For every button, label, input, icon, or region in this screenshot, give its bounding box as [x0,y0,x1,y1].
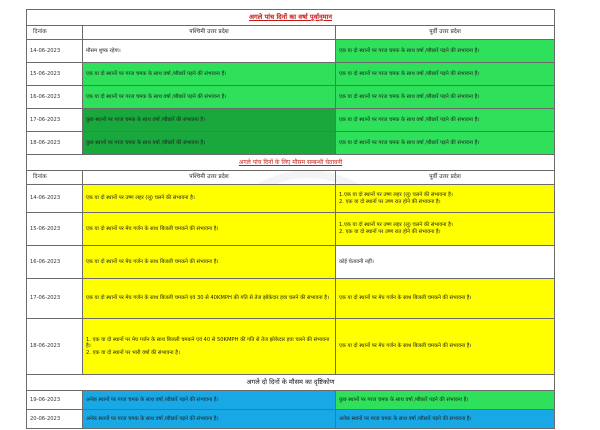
west-cell: एक या दो स्थानों पर गरज चमक के साथ वर्षा /बौछारें पड़ने की संभावना है। [83,86,336,109]
weather-forecast-sheet [26,9,555,429]
header-west-up: पश्चिमी उत्तर प्रदेश [83,26,336,40]
header-west-up: पश्चिमी उत्तर प्रदेश [83,171,336,185]
header-date: दिनांक [27,171,83,185]
row-date: 16-06-2023 [27,86,83,109]
warning-row [27,279,555,319]
east-cell: एक या दो स्थानों पर गरज चमक के साथ वर्षा /बौछारें पड़ने की संभावना है। [336,86,555,109]
warning-row [27,319,555,375]
east-cell: एक या दो स्थानों पर गरज चमक के साथ वर्षा /बौछारें पड़ने की संभावना है। [336,132,555,155]
section-title-warnings: अगले पांच दिनों के लिए मौसम सम्बन्धी चेतावनी [27,155,555,171]
row-date: 15-06-2023 [27,213,83,246]
header-east-up: पूर्वी उत्तर प्रदेश [336,171,555,185]
row-date: 17-06-2023 [27,109,83,132]
west-cell: अनेक स्थानों पर गरज चमक के साथ वर्षा /बौछारें पड़ने की संभावना है। [83,391,336,410]
table-header-row [27,26,555,40]
row-date: 15-06-2023 [27,63,83,86]
warning-row [27,213,555,246]
outlook-row [27,410,555,429]
header-date: दिनांक [27,26,83,40]
east-cell: कुछ स्थानों पर गरज चमक के साथ वर्षा /बौछारें पड़ने की संभावना है। [336,391,555,410]
east-cell: अनेक स्थानों पर गरज चमक के साथ वर्षा /बौछारें पड़ने की संभावना है। [336,410,555,429]
west-cell: एक या दो स्थानों पर मेघ गर्जन के साथ बिजली चमकने की संभावना है। [83,213,336,246]
east-cell: कोई चेतावनी नहीं। [336,246,555,279]
warning-row [27,185,555,213]
forecast-row [27,86,555,109]
west-cell: एक या दो स्थानों पर मेघ गर्जन के साथ बिजली चमकने की संभावना है। [83,246,336,279]
row-date: 19-06-2023 [27,391,83,410]
forecast-row [27,40,555,63]
west-cell: कुछ स्थानों पर गरज चमक के साथ वर्षा /बौछारें की संभावना है। [83,109,336,132]
header-east-up: पूर्वी उत्तर प्रदेश [336,26,555,40]
row-date: 18-06-2023 [27,132,83,155]
east-cell: एक या दो स्थानों पर गरज चमक के साथ वर्षा /बौछारें पड़ने की संभावना है। [336,63,555,86]
row-date: 20-06-2023 [27,410,83,429]
row-date: 14-06-2023 [27,185,83,213]
forecast-row [27,132,555,155]
section-title-rain-forecast: अगले पांच दिनों का वर्षा पूर्वानुमान [27,10,555,26]
warning-row [27,246,555,279]
forecast-row [27,109,555,132]
row-date: 18-06-2023 [27,319,83,375]
east-cell: एक या दो स्थानों पर मेघ गर्जन के साथ बिजली चमकने की संभावना है। [336,319,555,375]
row-date: 14-06-2023 [27,40,83,63]
west-cell: एक या दो स्थानों पर गरज चमक के साथ वर्षा /बौछारें पड़ने की संभावना है। [83,63,336,86]
west-cell: अनेक स्थानों पर गरज चमक के साथ वर्षा /बौछारें पड़ने की संभावना है। [83,410,336,429]
west-cell: एक या दो स्थानों पर उष्ण लहर (लू) चलने की संभावना है। [83,185,336,213]
east-cell: एक या दो स्थानों पर गरज चमक के साथ वर्षा /बौछारें पड़ने की संभावना है। [336,109,555,132]
west-cell: एक या दो स्थानों पर मेघ गर्जन के साथ बिजली चमकने एवं 30 से 40KMPH की गति से तेज झोकेदार हवा चलने की संभावना है। [83,279,336,319]
row-date: 16-06-2023 [27,246,83,279]
east-cell: 1.एक या दो स्थानों पर उष्ण लहर (लू) चलने की संभावना है। 2. एक या दो स्थानों पर उष्ण रात होने की संभावना है। [336,185,555,213]
west-cell: कुछ स्थानों पर गरज चमक के साथ वर्षा /बौछारें की संभावना है। [83,132,336,155]
west-cell: मौसम शुष्क रहेगा। [83,40,336,63]
row-date: 17-06-2023 [27,279,83,319]
table-header-row [27,171,555,185]
east-cell: 1.एक या दो स्थानों पर उष्ण लहर (लू) चलने की संभावना है। 2. एक या दो स्थानों पर उष्ण रात होने की संभावना है। [336,213,555,246]
forecast-row [27,63,555,86]
section-title-outlook: अगले दो दिनों के मौसम का दृष्टिकोण [27,375,555,391]
east-cell: एक या दो स्थानों पर मेघ गर्जन के साथ बिजली चमकने की संभावना है। [336,279,555,319]
west-cell: 1. एक या दो स्थानों पर मेघ गर्जन के साथ बिजली चमकने एवं 40 से 50KMPH की गति से तेज झोकेदार हवा चलने की संभावना है। 2. एक या दो स्थानों पर भारी वर्षा की संभावना है। [83,319,336,375]
outlook-row [27,391,555,410]
east-cell: एक या दो स्थानों पर गरज चमक के साथ वर्षा /बौछारें पड़ने की संभावना है। [336,40,555,63]
